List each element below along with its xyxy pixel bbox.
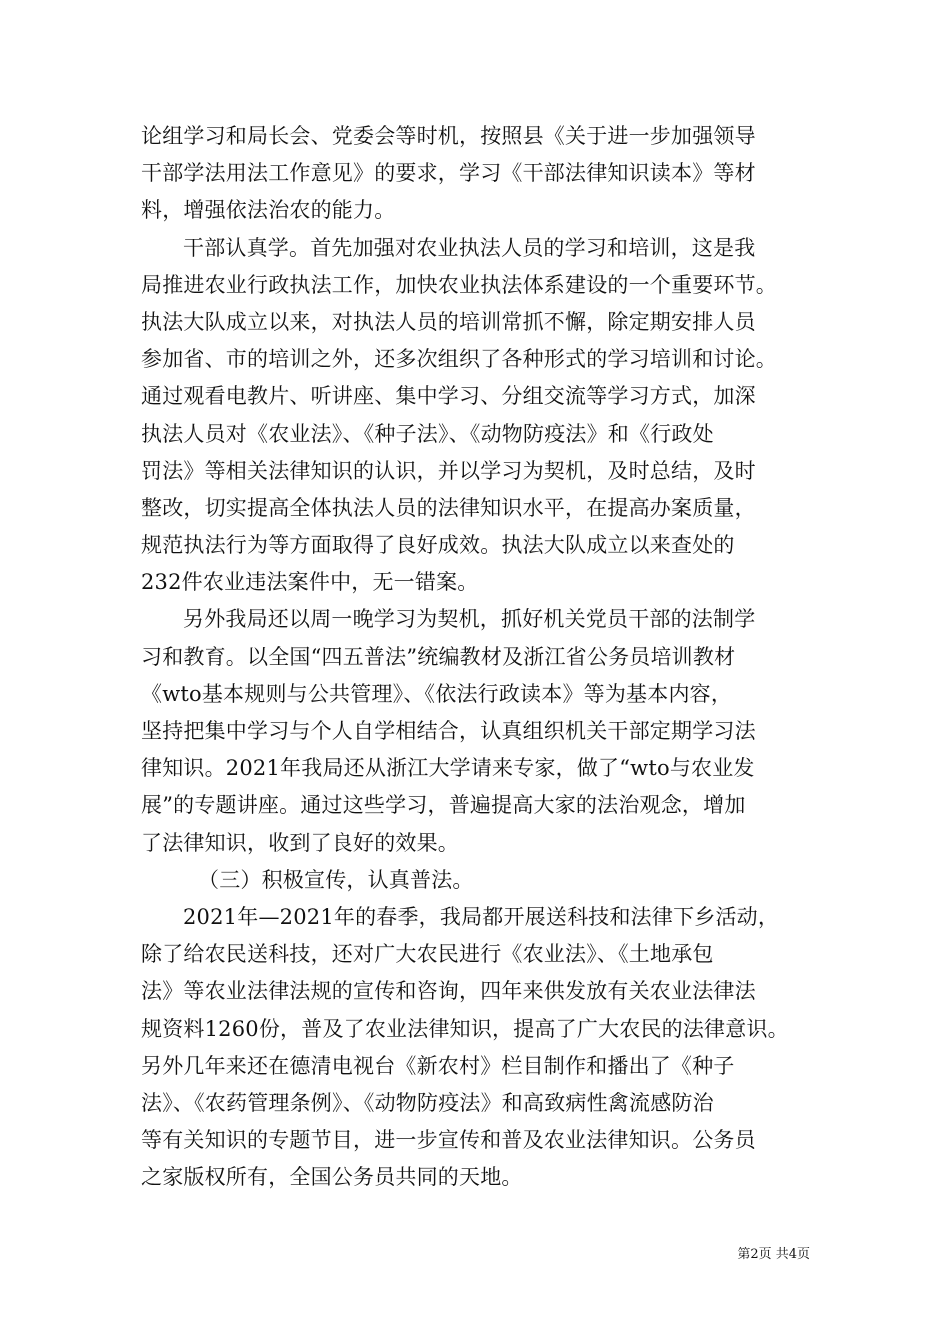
text-line: 论组学习和局长会、党委会等时机，按照县《关于进一步加强领导: [141, 124, 756, 148]
text-line: 执法人员对《农业法》、《种子法》、《动物防疫法》和《行政处: [141, 421, 714, 446]
text-line: 等有关知识的专题节目，进一步宣传和普及农业法律知识。公务员: [141, 1128, 756, 1153]
text-line: 干部认真学。首先加强对农业执法人员的学习和培训，这是我: [183, 235, 756, 260]
text-line: 干部学法用法工作意见》的要求，学习《干部法律知识读本》等材: [141, 161, 756, 186]
text-line: 之家版权所有，全国公务员共同的天地。: [141, 1165, 523, 1190]
paragraph: [141, 230, 826, 602]
text-line: 通过观看电教片、听讲座、集中学习、分组交流等学习方式，加深: [141, 384, 756, 409]
page-number: 第2页 共4页: [737, 1247, 810, 1262]
text-line: 法》等农业法律法规的宣传和咨询，四年来供发放有关农业法律法: [141, 979, 756, 1004]
text-line: 展”的专题讲座。通过这些学习，普遍提高大家的法治观念，增加: [141, 793, 746, 818]
text-line: 232件农业违法案件中，无一错案。: [141, 570, 479, 595]
text-line: 规范执法行为等方面取得了良好成效。执法大队成立以来查处的: [141, 533, 735, 558]
text-line: 罚法》等相关法律知识的认识，并以学习为契机，及时总结，及时: [141, 458, 756, 483]
text-line: 除了给农民送科技，还对广大农民进行《农业法》、《土地承包: [141, 942, 714, 967]
paragraph: [141, 118, 826, 230]
text-line: 坚持把集中学习与个人自学相结合，认真组织机关干部定期学习法: [141, 719, 756, 743]
text-line: 另外几年来还在德清电视台《新农村》栏目制作和播出了《种子: [141, 1053, 735, 1078]
text-line: 《wto基本规则与公共管理》、《依法行政读本》等为基本内容，: [141, 681, 733, 706]
text-line: 律知识。2021年我局还从浙江大学请来专家，做了“wto与农业发: [141, 756, 755, 781]
text-line: 参加省、市的培训之外，还多次组织了各种形式的学习培训和讨论。: [141, 347, 777, 372]
text-line: （三）积极宣传，认真普法。: [198, 867, 474, 892]
text-line: 习和教育。以全国“四五普法”统编教材及浙江省公务员培训教材: [141, 644, 736, 669]
page-footer: [0, 1246, 950, 1264]
text-line: 料，增强依法治农的能力。: [141, 198, 396, 223]
text-line: 局推进农业行政执法工作，加快农业执法体系建设的一个重要环节。: [141, 272, 777, 297]
text-line: 法》、《农药管理条例》、《动物防疫法》和高致病性禽流感防治: [141, 1090, 714, 1115]
text-line: 另外我局还以周一晚学习为契机，抓好机关党员干部的法制学: [183, 607, 756, 632]
paragraph: [141, 899, 826, 1197]
text-line: 规资料1260份，普及了农业法律知识，提高了广大农民的法律意识。: [141, 1016, 789, 1041]
text-line: 了法律知识，收到了良好的效果。: [141, 830, 459, 855]
paragraph: [141, 601, 826, 861]
text-line: 2021年—2021年的春季，我局都开展送科技和法律下乡活动，: [183, 904, 780, 929]
document-body: [141, 118, 826, 1196]
text-line: 执法大队成立以来，对执法人员的培训常抓不懈，除定期安排人员: [141, 309, 756, 334]
text-line: 整改，切实提高全体执法人员的法律知识水平，在提高办案质量，: [141, 495, 756, 520]
section-heading: [141, 862, 826, 899]
